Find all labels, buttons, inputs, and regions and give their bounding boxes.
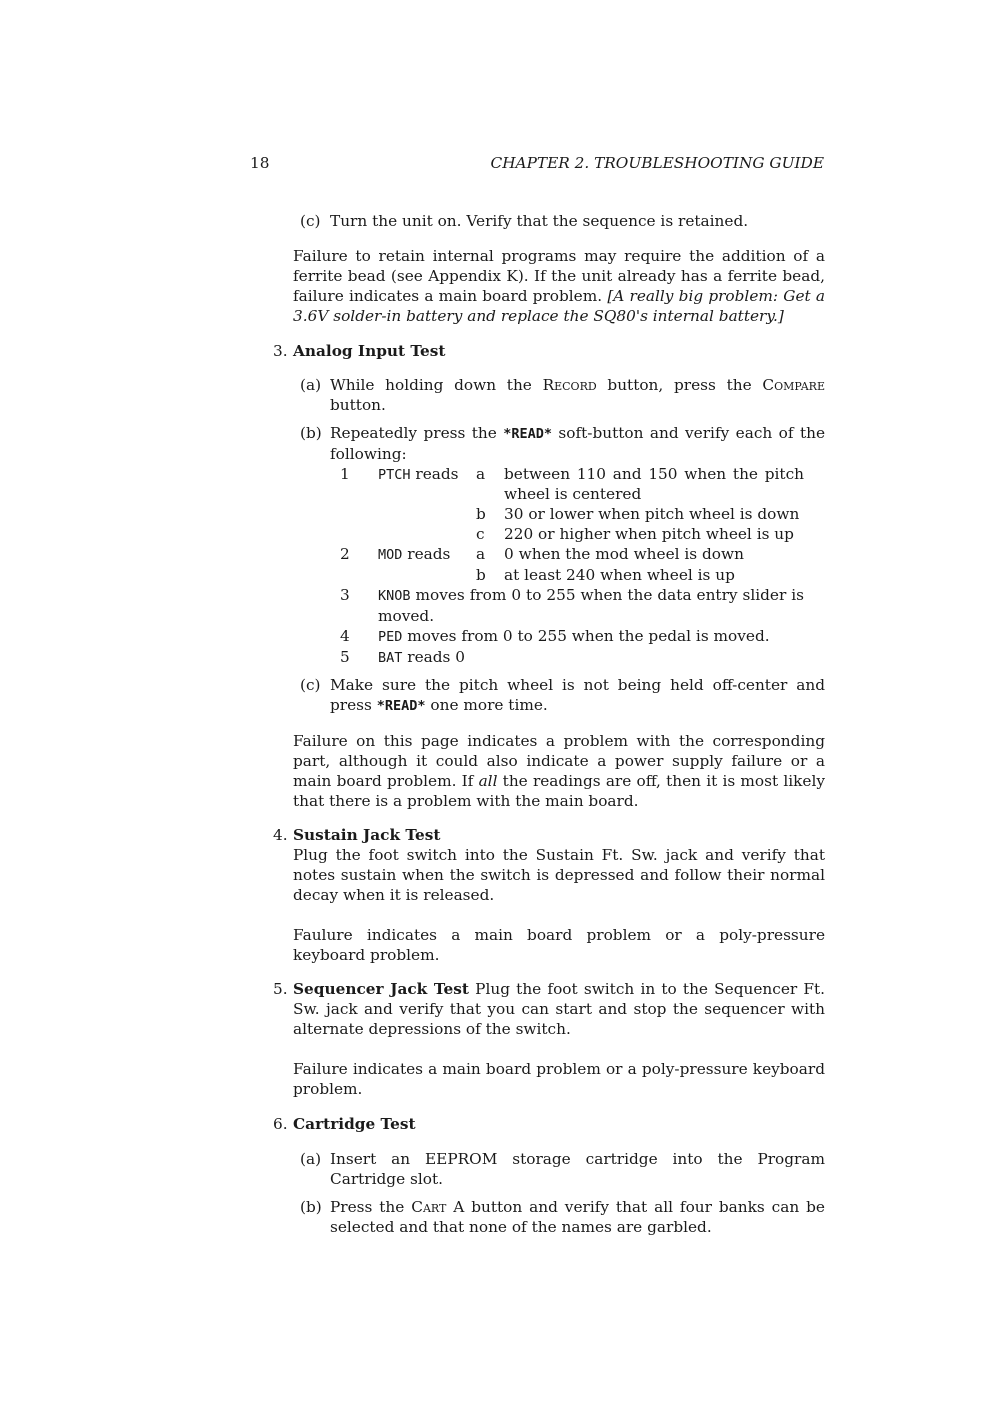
reading-number: 5 — [340, 648, 350, 666]
step-text: Insert an EEPROM storage cartridge into the Program Cartridge slot. — [330, 1150, 825, 1188]
step-text-part: A button and verify that all four banks can be selected and that none of the names are garbled. — [330, 1198, 825, 1236]
reading-text — [378, 585, 804, 626]
step-label: (b) — [300, 1198, 322, 1216]
step-text — [330, 675, 825, 716]
step-label: (c) — [300, 212, 321, 230]
reading-text: 30 or lower when pitch wheel is down — [504, 505, 800, 523]
item-text: Plug the foot switch in to the Sequencer Ft. Sw. jack and verify that you can start and stop the sequencer with alternate depressions of the switch. — [293, 980, 825, 1038]
step-label: (a) — [300, 1150, 322, 1168]
item-heading: Sequencer Jack Test — [293, 980, 469, 998]
item-body — [293, 1114, 825, 1134]
list-item-sequencer-jack-test — [250, 979, 825, 1039]
reading-number: 4 — [340, 627, 350, 645]
reading-name — [378, 544, 476, 565]
reading-number: 2 — [340, 545, 350, 563]
reading-text-part: moves from 0 to 255 when the data entry slider is moved. — [378, 586, 804, 625]
cart-button-name: Cart — [411, 1198, 447, 1216]
item-number — [250, 1114, 293, 1134]
step-text-part: one more time. — [425, 696, 548, 714]
step-label: (c) — [300, 676, 321, 694]
step-label: (a) — [300, 376, 322, 394]
failure-text: Failure on this page indicates a problem with the corresponding part, although it could also indicate a power supply failure or a main board problem. If — [293, 732, 825, 790]
step-label: (b) — [300, 424, 322, 442]
step-text — [330, 1197, 825, 1237]
item-text: Plug the foot switch into the Sustain Ft. Sw. jack and verify that notes sustain when the switch is depressed and follow their normal decay when it is released. — [293, 846, 825, 904]
reading-letter: a — [476, 545, 486, 563]
failure-text: the readings are off, then it is most likely that there is a problem with the main board. — [293, 772, 825, 810]
page-number: 18 — [250, 154, 270, 172]
reading-row — [330, 585, 804, 626]
reading-number: 3 — [340, 586, 350, 604]
reading-text: 0 when the mod wheel is down — [504, 545, 744, 563]
step-text-part: Press the — [330, 1198, 412, 1216]
reading-row — [330, 464, 804, 504]
reading-code: KNOB — [378, 588, 411, 604]
step-b-cart-button — [300, 1197, 825, 1237]
record-button-name: Record — [542, 376, 597, 394]
reading-text-part: moves from 0 to 255 when the pedal is moved. — [402, 627, 770, 645]
item-number — [250, 979, 293, 1039]
reading-word: reads — [402, 545, 451, 563]
reading-letter: b — [476, 566, 486, 584]
reading-letter: a — [476, 465, 486, 483]
reading-row — [330, 565, 804, 585]
reading-text — [378, 626, 804, 647]
step-c-pitch-wheel — [300, 675, 825, 716]
reading-number: 1 — [340, 465, 350, 483]
list-item-cartridge-test — [250, 1114, 825, 1134]
step-text — [330, 423, 825, 668]
compare-button-name: Compare — [762, 376, 825, 394]
list-item-sustain-jack-test — [250, 825, 825, 905]
readings-table — [330, 464, 804, 668]
page-content — [250, 211, 825, 1237]
read-softbutton-name: *READ* — [503, 426, 552, 442]
failure-paragraph-retain — [293, 246, 825, 326]
reading-code: PTCH — [378, 467, 411, 483]
item-number-text: 5. — [273, 980, 288, 998]
failure-emphasis: all — [478, 772, 498, 790]
step-text-part: button, press the — [596, 376, 763, 394]
item-number — [250, 341, 293, 361]
step-text — [330, 375, 825, 415]
item-number — [250, 825, 293, 905]
chapter-title: CHAPTER 2. TROUBLESHOOTING GUIDE — [490, 154, 824, 172]
item-number-text: 4. — [273, 826, 288, 844]
failure-paragraph-sequencer: Failure indicates a main board problem or a poly-pressure keyboard problem. — [293, 1060, 825, 1098]
item-heading: Analog Input Test — [293, 342, 446, 360]
item-body — [293, 979, 825, 1039]
step-a-record — [300, 375, 825, 415]
item-number-text: 6. — [273, 1115, 288, 1133]
step-text-part: While holding down the — [330, 376, 543, 394]
item-body — [293, 341, 825, 361]
reading-letter: b — [476, 505, 486, 523]
step-b-intro — [330, 423, 825, 464]
reading-row — [330, 544, 804, 565]
step-b-read — [300, 423, 825, 668]
item-number-text: 3. — [273, 342, 288, 360]
item-heading: Cartridge Test — [293, 1115, 416, 1133]
reading-code: BAT — [378, 650, 403, 666]
item-body — [293, 825, 825, 905]
reading-row — [330, 626, 804, 647]
reading-letter: c — [476, 525, 485, 543]
reading-text: at least 240 when wheel is up — [504, 566, 735, 584]
reading-text-part: reads 0 — [402, 648, 465, 666]
failure-text: Failure to retain internal programs may require the addition of a ferrite bead (see Appendix K). If the unit already has a ferrite bead, failure indicates a main board problem. — [293, 247, 825, 305]
step-c-turn-on — [300, 211, 825, 231]
step-text-part: Repeatedly press the — [330, 424, 504, 442]
list-item-analog-input-test — [250, 341, 825, 361]
read-softbutton-name: *READ* — [376, 698, 426, 714]
step-text-part: button. — [330, 396, 386, 414]
reading-code: MOD — [378, 547, 403, 563]
reading-code: PED — [378, 629, 403, 645]
failure-paragraph-sustain: Faulure indicates a main board problem or a poly-pressure keyboard problem. — [293, 926, 825, 964]
failure-note-italic: [A really big problem: Get a 3.6V solder-in battery and replace the SQ80's internal battery.] — [293, 287, 825, 325]
reading-text: between 110 and 150 when the pitch wheel is centered — [504, 465, 804, 503]
step-a-insert-cartridge — [300, 1149, 825, 1189]
reading-row — [330, 504, 804, 524]
failure-paragraph-analog — [293, 731, 825, 811]
reading-row — [330, 524, 804, 544]
reading-row — [330, 647, 804, 668]
step-text-part: Make sure the pitch wheel is not being held off-center and press — [330, 676, 825, 714]
step-text: Turn the unit on. Verify that the sequence is retained. — [330, 212, 749, 230]
step-text-part: soft-button and verify each of the following: — [330, 424, 825, 463]
reading-text — [378, 647, 804, 668]
reading-word: reads — [410, 465, 459, 483]
reading-name — [378, 464, 476, 504]
item-heading: Sustain Jack Test — [293, 826, 441, 844]
reading-text: 220 or higher when pitch wheel is up — [504, 525, 794, 543]
